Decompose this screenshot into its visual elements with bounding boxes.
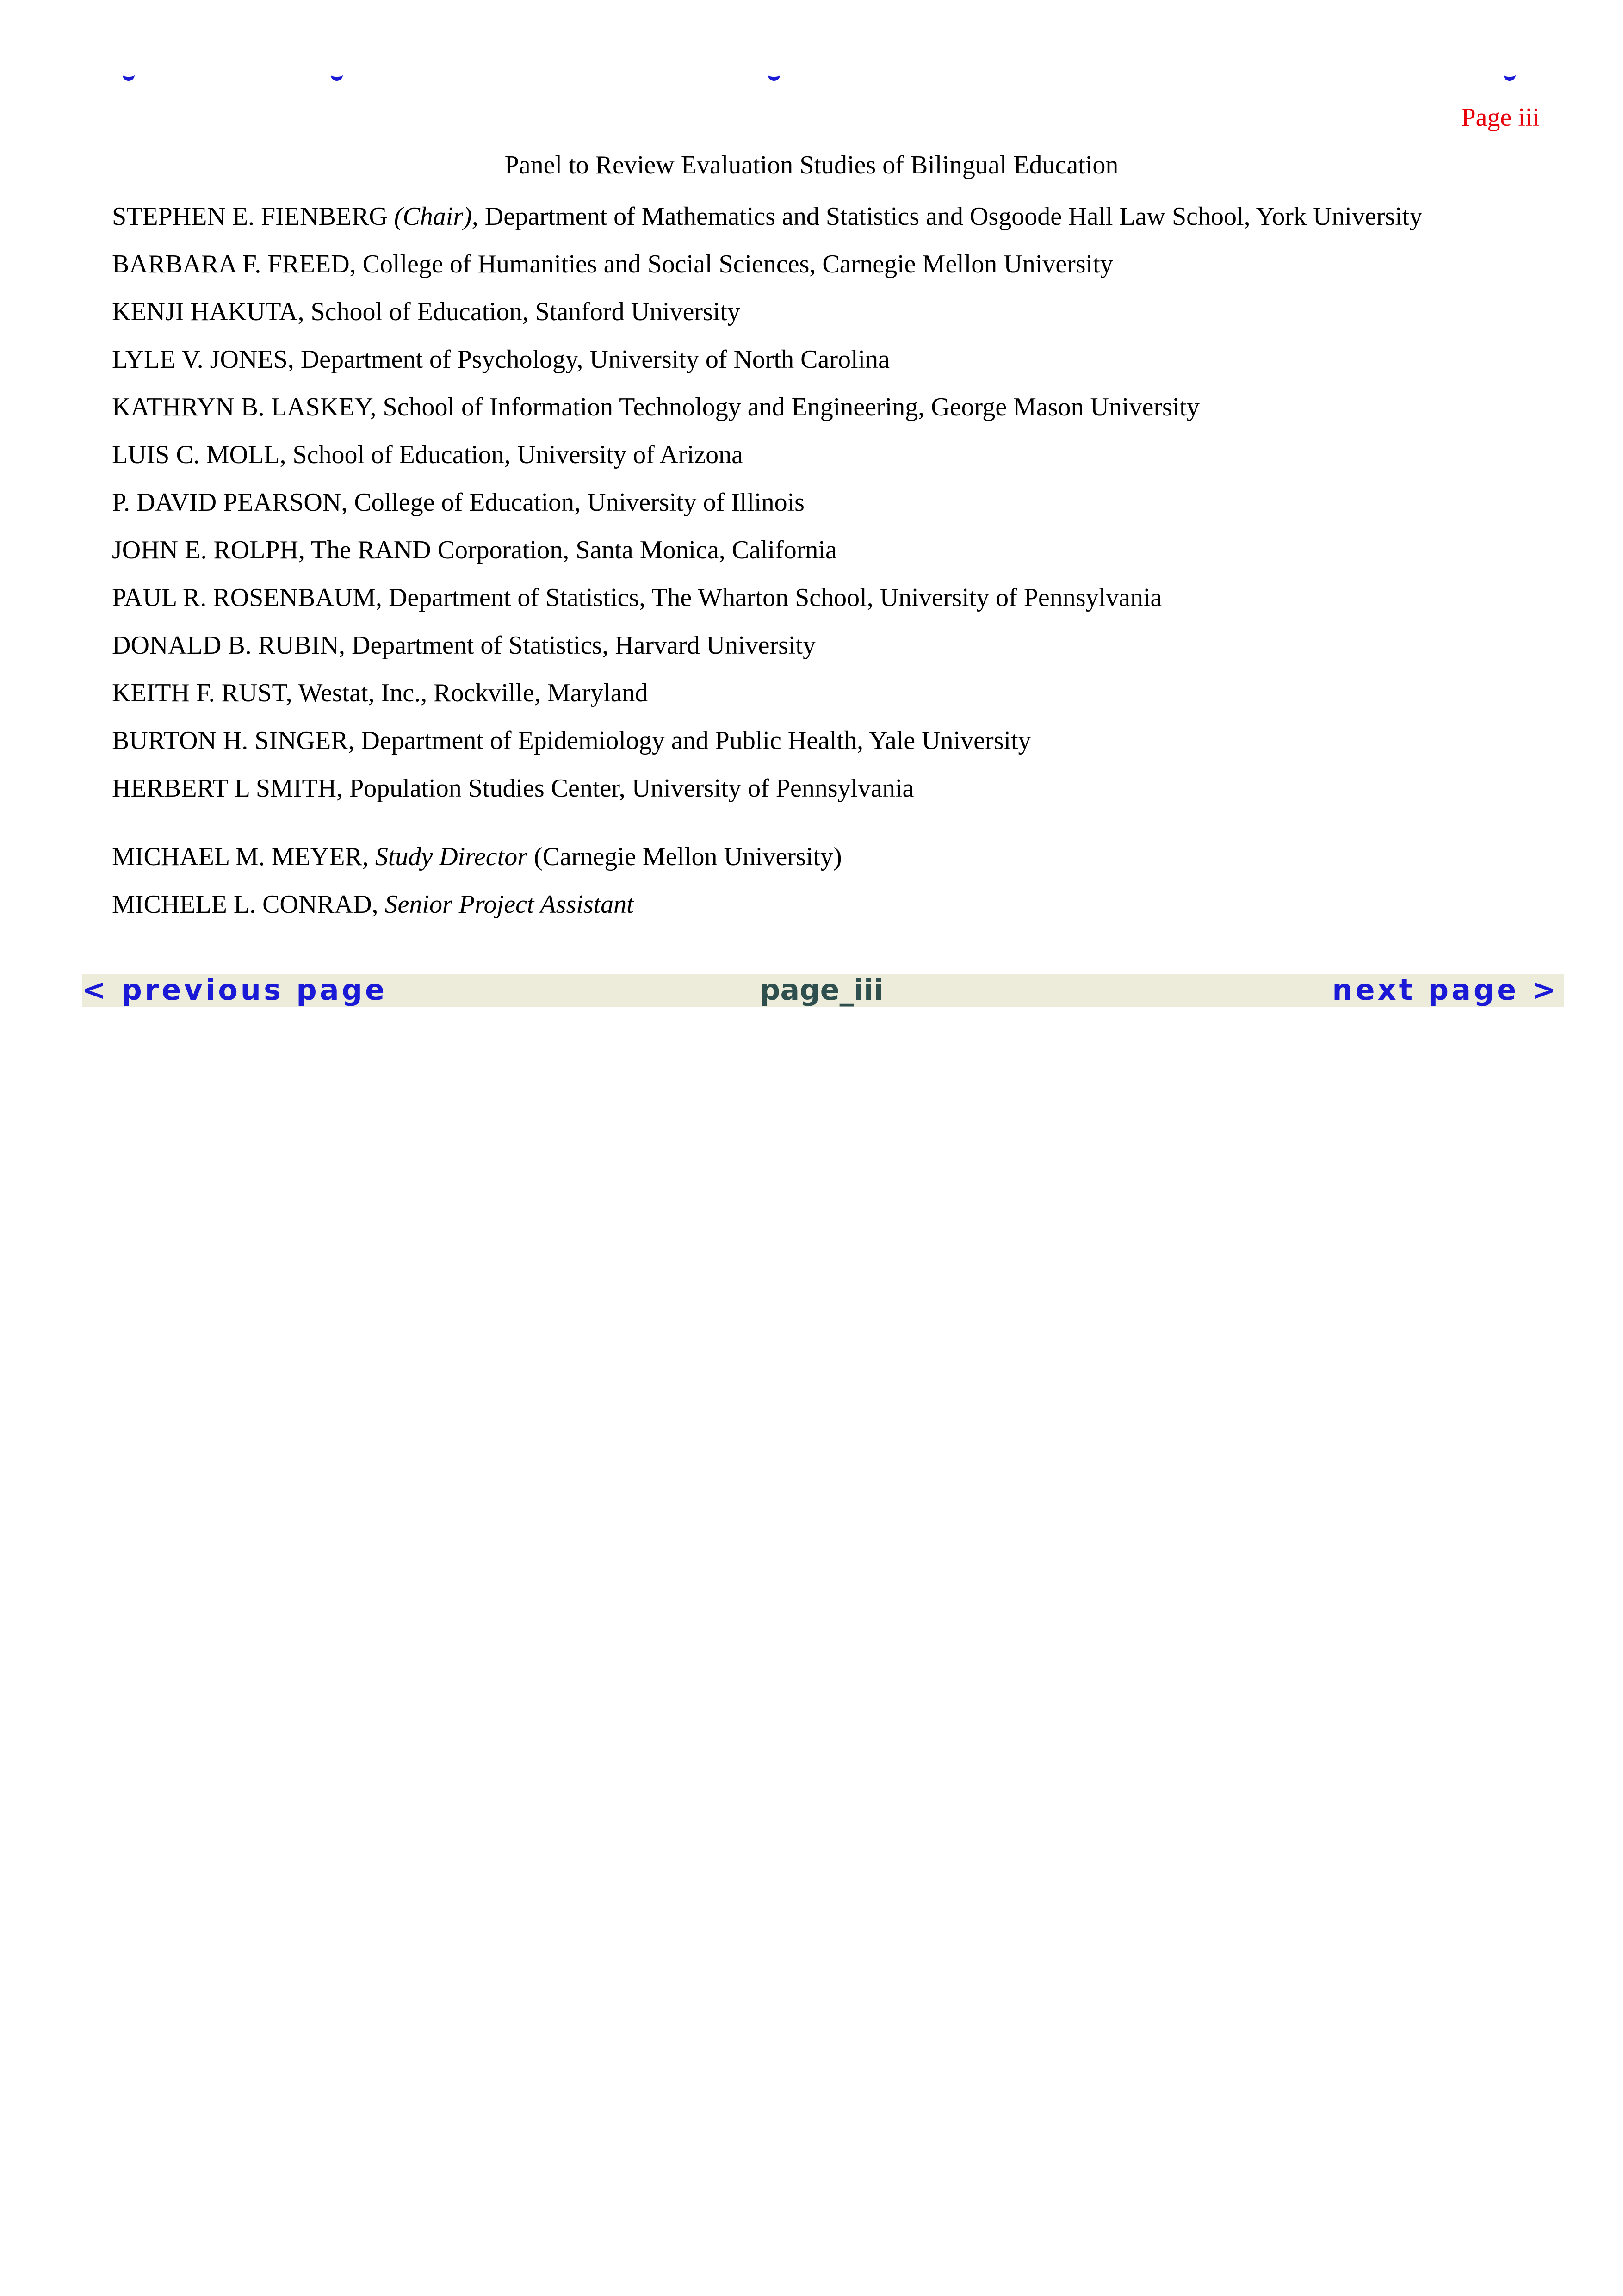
member-name: HERBERT L SMITH <box>112 774 337 803</box>
member-entry: BARBARA F. FREED, College of Humanities and Social Sciences, Carnegie Mellon University <box>112 250 1113 278</box>
member-affiliation: Westat, Inc., Rockville, Maryland <box>298 679 648 707</box>
member-affiliation: School of Education, University of Arizona <box>292 440 743 469</box>
member-name: STEPHEN E. FIENBERG <box>112 202 388 231</box>
member-name: JOHN E. ROLPH <box>112 536 298 564</box>
member-entry: HERBERT L SMITH, Population Studies Center, University of Pennsylvania <box>112 774 914 803</box>
member-entry: BURTON H. SINGER, Department of Epidemiology and Public Health, Yale University <box>112 726 1031 755</box>
member-affiliation: School of Information Technology and Engineering, George Mason University <box>383 393 1200 421</box>
next-page-link[interactable]: next page > <box>1332 973 1559 1007</box>
member-name: DONALD B. RUBIN <box>112 631 339 660</box>
page-navigation-bar <box>82 974 1564 1007</box>
panel-title: Panel to Review Evaluation Studies of Bilingual Education <box>504 151 1119 179</box>
staff-name: MICHAEL M. MEYER <box>112 842 362 871</box>
staff-entry: MICHELE L. CONRAD, Senior Project Assistant <box>112 890 634 919</box>
member-name: BURTON H. SINGER <box>112 726 348 755</box>
member-affiliation: Department of Statistics, The Wharton School, University of Pennsylvania <box>388 583 1162 612</box>
member-entry: LUIS C. MOLL, School of Education, University of Arizona <box>112 440 743 469</box>
staff-note: (Carnegie Mellon University) <box>534 842 842 871</box>
member-affiliation: School of Education, Stanford University <box>310 297 740 326</box>
member-entry <box>112 198 1422 246</box>
staff-title: Senior Project Assistant <box>384 890 634 919</box>
member-affiliation: The RAND Corporation, Santa Monica, California <box>310 536 837 564</box>
staff-name: MICHELE L. CONRAD <box>112 890 372 919</box>
member-role: (Chair), <box>394 202 478 231</box>
member-name: PAUL R. ROSENBAUM <box>112 583 376 612</box>
member-affiliation: Department of Psychology, University of North Carolina <box>300 345 890 374</box>
member-entry: JOHN E. ROLPH, The RAND Corporation, Santa Monica, California <box>112 536 837 564</box>
member-entry: KATHRYN B. LASKEY, School of Information Technology and Engineering, George Mason University <box>112 393 1200 421</box>
page-number-label: Page iii <box>1461 103 1540 132</box>
member-affiliation: Population Studies Center, University of Pennsylvania <box>349 774 914 803</box>
member-name: BARBARA F. FREED <box>112 250 350 278</box>
member-name: P. DAVID PEARSON <box>112 488 341 517</box>
staff-entry: MICHAEL M. MEYER, Study Director (Carnegie Mellon University) <box>112 842 842 871</box>
member-affiliation: Department of Epidemiology and Public Health, Yale University <box>361 726 1031 755</box>
previous-page-link[interactable]: < previous page <box>82 973 388 1007</box>
member-entry: DONALD B. RUBIN, Department of Statistics, Harvard University <box>112 631 816 660</box>
member-entry: PAUL R. ROSENBAUM, Department of Statistics, The Wharton School, University of Pennsylvania <box>112 583 1162 612</box>
member-name: KENJI HAKUTA <box>112 297 298 326</box>
member-name: KATHRYN B. LASKEY <box>112 393 370 421</box>
member-affiliation: College of Humanities and Social Sciences, Carnegie Mellon University <box>362 250 1113 278</box>
member-affiliation: College of Education, University of Illinois <box>354 488 805 517</box>
panel-member-list <box>112 198 1422 817</box>
member-affiliation: Department of Statistics, Harvard University <box>352 631 816 660</box>
current-page-indicator: page_iii <box>760 973 884 1007</box>
staff-list <box>112 838 842 934</box>
staff-title: Study Director <box>375 842 528 871</box>
member-entry: P. DAVID PEARSON, College of Education, University of Illinois <box>112 488 805 517</box>
member-entry: LYLE V. JONES, Department of Psychology, University of North Carolina <box>112 345 890 374</box>
member-name: LYLE V. JONES <box>112 345 288 374</box>
member-name: LUIS C. MOLL <box>112 440 280 469</box>
member-affiliation: Department of Mathematics and Statistics and Osgoode Hall Law School, York University <box>484 202 1423 231</box>
member-entry: KENJI HAKUTA, School of Education, Stanford University <box>112 297 740 326</box>
member-entry: KEITH F. RUST, Westat, Inc., Rockville, Maryland <box>112 679 648 707</box>
member-name: KEITH F. RUST <box>112 679 286 707</box>
cropped-top-navigation <box>81 56 1561 83</box>
